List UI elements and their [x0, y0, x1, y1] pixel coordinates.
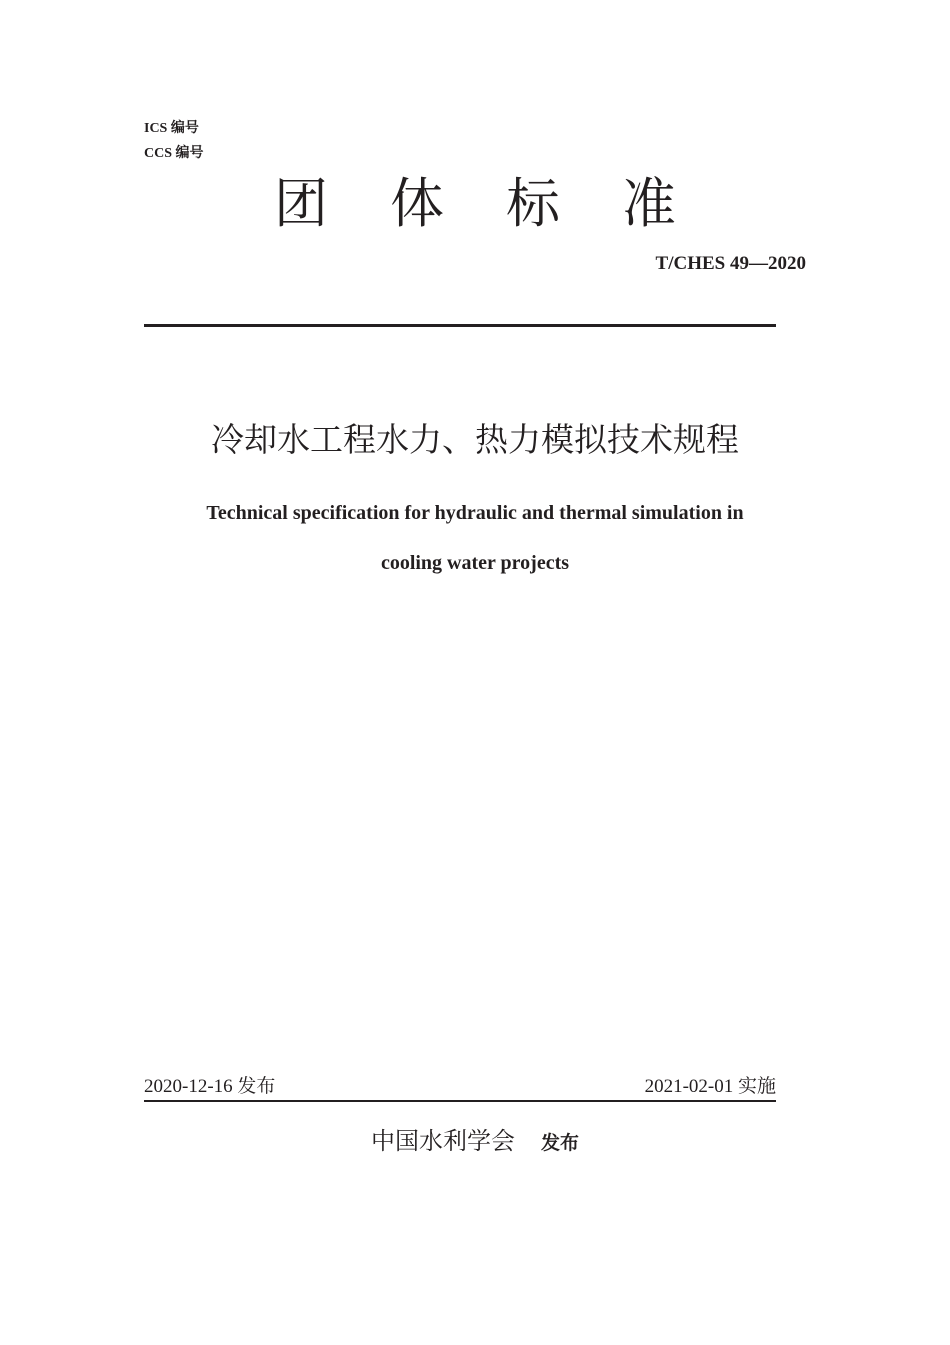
dates-row — [144, 1074, 776, 1102]
title-english-line-1: Technical specification for hydraulic and thermal simulation in — [206, 502, 744, 524]
document-type-heading: 团体标准 — [274, 172, 738, 235]
implementation-date: 2021-02-01 实施 — [644, 1076, 776, 1097]
ics-code: ICS 编号 — [144, 121, 199, 136]
issue-date: 2020-12-16 发布 — [144, 1076, 276, 1097]
title-chinese: 冷却水工程水力、热力模拟技术规程 — [211, 420, 739, 459]
publisher-organization: 中国水利学会 — [370, 1127, 515, 1155]
publisher-action: 发布 — [540, 1132, 579, 1154]
standard-number: T/CHES 49—2020 — [655, 253, 806, 274]
classification-codes — [144, 116, 204, 166]
header-divider — [144, 324, 776, 327]
ccs-code: CCS 编号 — [144, 146, 204, 161]
title-english-line-2: cooling water projects — [380, 552, 570, 574]
publisher-line — [0, 1121, 950, 1156]
